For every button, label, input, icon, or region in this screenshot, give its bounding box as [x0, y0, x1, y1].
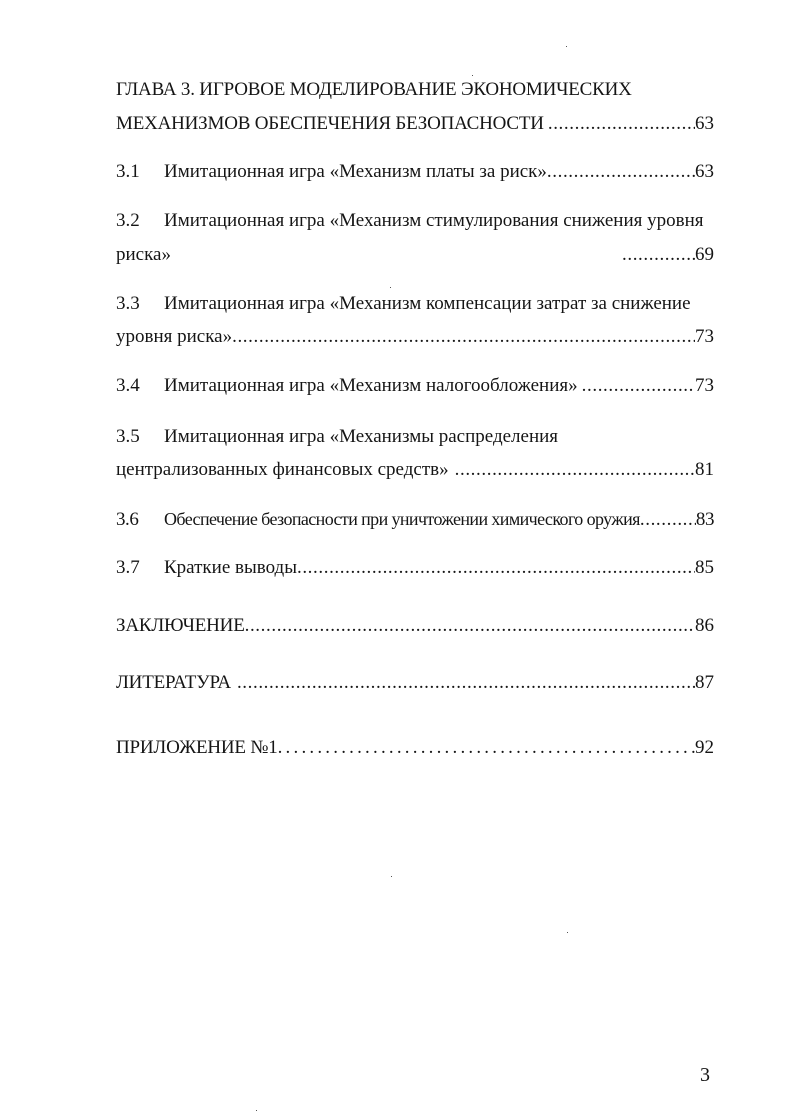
toc-item-3-3-cont	[116, 322, 714, 352]
toc-item-page: 73	[695, 326, 714, 347]
toc-item-title: Имитационная игра «Механизм налогообложения»	[164, 375, 578, 396]
toc-item-number: 3.3	[116, 293, 140, 314]
toc-conclusion-page: 86	[695, 615, 714, 636]
toc-item-page: 73	[695, 375, 714, 396]
toc-item-3-5-cont	[116, 455, 714, 485]
toc-item-title-cont: риска»	[116, 244, 171, 265]
scan-speck	[391, 876, 392, 877]
toc-item-title: Обеспечение безопасности при уничтожении химического оружия	[164, 509, 640, 529]
toc-leader-dots	[232, 322, 695, 352]
toc-item-3-7	[116, 553, 714, 583]
toc-chapter3-line1	[116, 75, 714, 105]
scan-speck	[566, 46, 567, 47]
toc-item-title: Краткие выводы	[164, 557, 297, 578]
toc-item-3-2-cont	[116, 240, 714, 270]
toc-appendix-title: ПРИЛОЖЕНИЕ №1	[116, 737, 278, 758]
toc-conclusion	[116, 611, 714, 641]
toc-appendix	[116, 733, 714, 763]
toc-item-title: Имитационная игра «Механизм компенсации затрат за снижение	[164, 293, 691, 314]
toc-item-3-2	[116, 206, 714, 236]
toc-literature-title: ЛИТЕРАТУРА	[116, 672, 231, 693]
toc-item-3-4	[116, 371, 714, 401]
toc-leader-dots	[245, 611, 695, 641]
toc-item-title: Имитационная игра «Механизм стимулирования снижения уровня	[164, 210, 704, 231]
toc-item-page: 85	[695, 557, 714, 578]
toc-item-number: 3.6	[116, 509, 139, 530]
toc-item-title-cont: централизованных финансовых средств»	[116, 459, 449, 480]
toc-leader-dots	[297, 553, 695, 583]
toc-leader-dots	[547, 157, 695, 187]
toc-item-3-5	[116, 422, 714, 452]
toc-appendix-page: 92	[695, 737, 714, 758]
scan-speck	[472, 75, 473, 76]
toc-item-page: 69	[695, 244, 714, 265]
toc-item-3-6	[116, 504, 714, 534]
toc-leader-dots	[278, 733, 695, 763]
scan-speck	[390, 287, 391, 288]
toc-item-title: Имитационная игра «Механизмы распределения	[164, 426, 559, 447]
page-number: 3	[700, 1064, 710, 1086]
toc-item-number: 3.7	[116, 557, 140, 578]
toc-leader-dots	[548, 109, 695, 139]
toc-literature	[116, 668, 714, 698]
toc-item-page: 81	[695, 459, 714, 480]
toc-item-3-1	[116, 157, 714, 187]
toc-leader-dots	[237, 668, 695, 698]
toc-item-title: Имитационная игра «Механизм платы за риск»	[164, 161, 547, 182]
scan-speck	[256, 1110, 257, 1111]
toc-chapter3-page: 63	[695, 113, 714, 134]
toc-item-title-cont: уровня риска»	[116, 326, 233, 347]
toc-leader-dots	[582, 371, 695, 401]
toc-chapter3-title-line1: ГЛАВА 3. ИГРОВОЕ МОДЕЛИРОВАНИЕ ЭКОНОМИЧЕСКИХ	[116, 79, 632, 100]
toc-item-number: 3.2	[116, 210, 140, 231]
toc-item-number: 3.5	[116, 426, 140, 447]
toc-leader-dots	[455, 455, 695, 485]
toc-chapter3-line2	[116, 109, 714, 139]
toc-literature-page: 87	[695, 672, 714, 693]
toc-chapter3-title-line2: МЕХАНИЗМОВ ОБЕСПЕЧЕНИЯ БЕЗОПАСНОСТИ	[116, 113, 544, 134]
toc-leader-dots	[622, 240, 695, 270]
toc-item-number: 3.1	[116, 161, 140, 182]
toc-item-3-3	[116, 289, 714, 319]
toc-item-page: 63	[695, 161, 714, 182]
toc-item-page: 83	[695, 509, 714, 530]
toc-leader-dots	[640, 505, 696, 535]
toc-item-number: 3.4	[116, 375, 140, 396]
scan-speck	[567, 932, 568, 933]
toc-conclusion-title: ЗАКЛЮЧЕНИЕ	[116, 615, 245, 636]
